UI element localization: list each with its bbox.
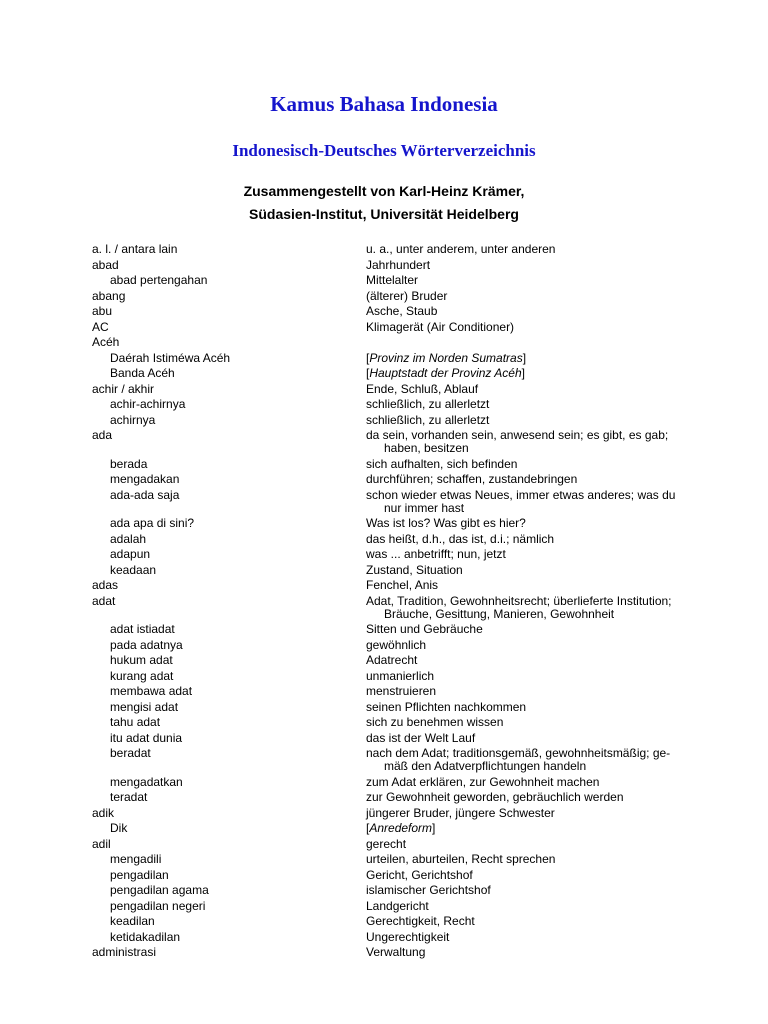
translation-continuation: nur immer hast <box>384 500 465 515</box>
dictionary-entry <box>92 517 696 530</box>
indonesian-term: achirnya <box>110 412 156 427</box>
indonesian-term: achir / akhir <box>92 381 155 396</box>
translation-text: zum Adat erklären, zur Gewohnheit machen <box>366 774 600 789</box>
bracket-close: ] <box>522 350 527 365</box>
translation-text: unmanierlich <box>366 668 435 683</box>
indonesian-term: pengadilan <box>110 867 169 882</box>
german-translation <box>366 367 696 380</box>
translation-text: gewöhnlich <box>366 637 427 652</box>
translation-text: Was ist los? Was gibt es hier? <box>366 516 526 530</box>
german-translation <box>366 321 696 334</box>
indonesian-term: adat <box>92 593 116 608</box>
dictionary-entry <box>92 884 696 897</box>
german-translation <box>366 654 696 667</box>
german-translation <box>366 884 696 897</box>
german-translation <box>366 414 696 427</box>
indonesian-term: mengisi adat <box>110 699 179 714</box>
translation-text: Gericht, Gerichtshof <box>366 867 473 882</box>
translation-text: nach dem Adat; traditionsgemäß, gewohnheitsmäßig; ge- <box>366 746 671 760</box>
dictionary-entry <box>92 429 696 455</box>
translation-text: Klimagerät (Air Conditioner) <box>366 319 515 334</box>
german-translation <box>366 517 696 530</box>
german-translation <box>366 383 696 396</box>
indonesian-term: administrasi <box>92 945 157 959</box>
indonesian-term: adik <box>92 805 115 820</box>
bracket-open: [ <box>366 821 370 835</box>
dictionary-entry <box>92 398 696 411</box>
dictionary-entry <box>92 414 696 427</box>
german-translation <box>366 564 696 577</box>
indonesian-term: abang <box>92 288 126 303</box>
translation-continuation: mäß den Adatverpflichtungen handeln <box>384 759 587 773</box>
indonesian-term: mengadili <box>110 852 162 866</box>
compiler-line: Zusammengestellt von Karl-Heinz Krämer, <box>243 183 525 199</box>
translation-text: durchführen; schaffen, zustandebringen <box>366 472 578 486</box>
translation-text: Asche, Staub <box>366 304 438 318</box>
translation-text: Adat, Tradition, Gewohnheitsrecht; überlieferte Institution; <box>366 593 672 608</box>
translation-text: schließlich, zu allerletzt <box>366 397 490 411</box>
german-translation <box>366 791 696 804</box>
german-translation <box>366 274 696 287</box>
dictionary-entry <box>92 701 696 714</box>
bracket-open: [ <box>366 366 370 380</box>
translation-text: Ende, Schluß, Ablauf <box>366 381 479 396</box>
indonesian-term: adalah <box>110 531 147 546</box>
indonesian-term: AC <box>92 319 109 334</box>
indonesian-term: itu adat dunia <box>110 730 183 745</box>
indonesian-term: keadilan <box>110 914 155 928</box>
dictionary-entry <box>92 807 696 820</box>
dictionary-entry <box>92 595 696 621</box>
german-translation <box>366 290 696 303</box>
indonesian-term: teradat <box>110 790 148 804</box>
indonesian-term: keadaan <box>110 562 157 577</box>
translation-note: Hauptstadt der Provinz Acéh <box>369 366 522 380</box>
dictionary-entry <box>92 853 696 866</box>
translation-text: das heißt, d.h., das ist, d.i.; nämlich <box>366 531 555 546</box>
dictionary-entry <box>92 776 696 789</box>
dictionary-entry <box>92 352 696 365</box>
german-translation <box>366 869 696 882</box>
german-translation <box>366 685 696 698</box>
translation-continuation: Bräuche, Gesittung, Manieren, Gewohnheit <box>384 606 615 621</box>
translation-text: schon wieder etwas Neues, immer etwas anderes; was du <box>366 487 676 502</box>
german-translation <box>366 701 696 714</box>
german-translation <box>366 900 696 913</box>
dictionary-entry <box>92 838 696 851</box>
dictionary-entry <box>92 639 696 652</box>
indonesian-term: pada adatnya <box>110 637 183 652</box>
german-translation <box>366 489 696 515</box>
german-translation <box>366 838 696 851</box>
dictionary-entry <box>92 336 696 349</box>
translation-text: da sein, vorhanden sein, anwesend sein; es gibt, es gab; <box>366 428 669 442</box>
indonesian-term: ada-ada saja <box>110 487 180 502</box>
indonesian-term: pengadilan negeri <box>110 898 206 913</box>
dictionary-entry <box>92 747 696 773</box>
german-translation <box>366 946 696 959</box>
indonesian-term: Banda Acéh <box>110 366 175 380</box>
german-translation <box>366 595 696 621</box>
dictionary-entry <box>92 931 696 944</box>
translation-text: sich zu benehmen wissen <box>366 715 504 729</box>
dictionary-entry <box>92 623 696 636</box>
german-translation <box>366 776 696 789</box>
translation-text: sich aufhalten, sich befinden <box>366 456 518 471</box>
german-translation <box>366 533 696 546</box>
german-translation <box>366 747 696 773</box>
translation-text: menstruieren <box>366 684 437 698</box>
dictionary-entry <box>92 564 696 577</box>
german-translation <box>366 579 696 592</box>
bracket-open: [ <box>366 350 370 365</box>
indonesian-term: abad pertengahan <box>110 273 208 287</box>
translation-text: u. a., unter anderem, unter anderen <box>366 242 556 256</box>
translation-text: Mittelalter <box>366 273 419 287</box>
indonesian-term: a. l. / antara lain <box>92 242 178 256</box>
indonesian-term: adas <box>92 578 119 592</box>
indonesian-term: adapun <box>110 547 151 561</box>
german-translation <box>366 259 696 272</box>
translation-text: islamischer Gerichtshof <box>366 883 491 897</box>
indonesian-term: abad <box>92 257 119 272</box>
translation-text: schließlich, zu allerletzt <box>366 412 490 427</box>
german-translation <box>366 623 696 636</box>
dictionary-entry <box>92 259 696 272</box>
dictionary-entry <box>92 716 696 729</box>
institute-line: Südasien-Institut, Universität Heidelberg <box>249 206 519 222</box>
dictionary-entry <box>92 869 696 882</box>
translation-text: Fenchel, Anis <box>366 578 439 592</box>
translation-text: (älterer) Bruder <box>366 288 448 303</box>
indonesian-term: ada apa di sini? <box>110 516 195 530</box>
dictionary-entry <box>92 533 696 546</box>
dictionary-entry <box>92 243 696 256</box>
translation-text: jüngerer Bruder, jüngere Schwester <box>366 805 555 820</box>
german-translation <box>366 915 696 928</box>
german-translation <box>366 716 696 729</box>
document-title: Kamus Bahasa Indonesia <box>270 92 498 116</box>
german-translation <box>366 243 696 256</box>
indonesian-term: abu <box>92 304 113 318</box>
dictionary-entry <box>92 732 696 745</box>
indonesian-term: adat istiadat <box>110 622 175 636</box>
indonesian-term: mengadakan <box>110 472 180 486</box>
dictionary-entry <box>92 383 696 396</box>
dictionary-entry <box>92 822 696 835</box>
indonesian-term: beradat <box>110 746 151 760</box>
indonesian-term: ketidakadilan <box>110 929 181 944</box>
translation-text: zur Gewohnheit geworden, gebräuchlich werden <box>366 790 624 804</box>
german-translation <box>366 732 696 745</box>
dictionary-entry <box>92 685 696 698</box>
translation-text: Ungerechtigkeit <box>366 929 450 944</box>
german-translation <box>366 822 696 835</box>
dictionary-entry <box>92 654 696 667</box>
translation-note: Provinz im Norden Sumatras <box>369 350 523 365</box>
german-translation <box>366 458 696 471</box>
dictionary-entry <box>92 579 696 592</box>
translation-text: was ... anbetrifft; nun, jetzt <box>366 547 506 561</box>
translation-text: das ist der Welt Lauf <box>366 730 476 745</box>
indonesian-term: pengadilan agama <box>110 883 209 897</box>
german-translation <box>366 931 696 944</box>
indonesian-term: adil <box>92 836 111 851</box>
document-subtitle: Indonesisch-Deutsches Wörterverzeichnis <box>232 141 536 160</box>
translation-text: Sitten und Gebräuche <box>366 622 483 636</box>
german-translation <box>366 429 696 455</box>
dictionary-entry <box>92 367 696 380</box>
german-translation <box>366 398 696 411</box>
german-translation <box>366 853 696 866</box>
indonesian-term: tahu adat <box>110 715 161 729</box>
indonesian-term: achir-achirnya <box>110 397 186 411</box>
indonesian-term: Acéh <box>92 335 120 349</box>
dictionary-entry <box>92 473 696 486</box>
indonesian-term: Dik <box>110 821 128 835</box>
indonesian-term: Daérah Istiméwa Acéh <box>110 350 231 365</box>
dictionary-entry <box>92 458 696 471</box>
dictionary-entry <box>92 915 696 928</box>
dictionary-entry <box>92 274 696 287</box>
translation-text: Gerechtigkeit, Recht <box>366 914 475 928</box>
german-translation <box>366 807 696 820</box>
dictionary-entry <box>92 670 696 683</box>
indonesian-term: hukum adat <box>110 653 173 667</box>
dictionary-entry <box>92 305 696 318</box>
dictionary-entry <box>92 900 696 913</box>
translation-text: urteilen, aburteilen, Recht sprechen <box>366 852 556 866</box>
translation-text: Landgericht <box>366 898 429 913</box>
translation-continuation: haben, besitzen <box>384 441 469 455</box>
german-translation <box>366 473 696 486</box>
translation-text: Verwaltung <box>366 945 426 959</box>
dictionary-entry <box>92 290 696 303</box>
german-translation <box>366 352 696 365</box>
german-translation <box>366 670 696 683</box>
german-translation <box>366 336 696 349</box>
indonesian-term: kurang adat <box>110 668 174 683</box>
bracket-close: ] <box>432 821 436 835</box>
translation-text: Adatrecht <box>366 653 418 667</box>
dictionary-entry <box>92 946 696 959</box>
dictionary-entry <box>92 489 696 515</box>
german-translation <box>366 548 696 561</box>
german-translation <box>366 305 696 318</box>
dictionary-entry <box>92 791 696 804</box>
translation-text: gerecht <box>366 836 407 851</box>
german-translation <box>366 639 696 652</box>
indonesian-term: ada <box>92 428 113 442</box>
dictionary-entry-list <box>92 243 696 962</box>
dictionary-entry <box>92 321 696 334</box>
translation-text: Jahrhundert <box>366 257 431 272</box>
indonesian-term: membawa adat <box>110 684 193 698</box>
translation-note: Anredeform <box>369 821 433 835</box>
bracket-close: ] <box>521 366 525 380</box>
dictionary-entry <box>92 548 696 561</box>
indonesian-term: mengadatkan <box>110 774 183 789</box>
indonesian-term: berada <box>110 456 148 471</box>
translation-text: Zustand, Situation <box>366 562 463 577</box>
translation-text: seinen Pflichten nachkommen <box>366 699 527 714</box>
